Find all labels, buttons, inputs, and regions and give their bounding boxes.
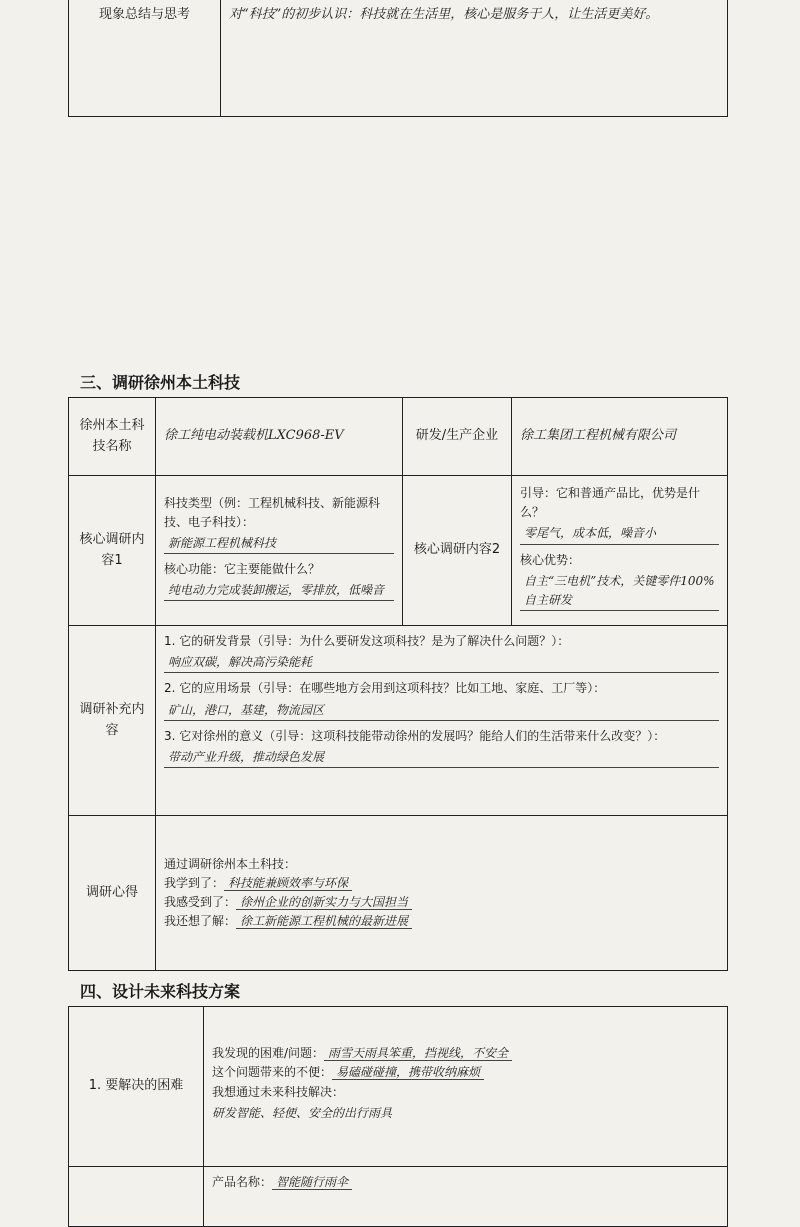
section4-table bbox=[68, 1006, 728, 1227]
core2-guide-question: 引导：它和普通产品比，优势是什么？ bbox=[520, 485, 701, 520]
name-label: 徐州本土科技名称 bbox=[69, 398, 156, 476]
found-question: 我发现的困难/问题： bbox=[212, 1046, 325, 1061]
core1-type-answer: 新能源工程机械科技 bbox=[164, 534, 394, 554]
product-answer: 智能随行雨伞 bbox=[272, 1175, 352, 1190]
supplement-a2: 矿山，港口，基建，物流园区 bbox=[164, 701, 719, 721]
top-summary-table bbox=[68, 0, 728, 117]
name-value: 徐工纯电动装载机LXC968-EV bbox=[164, 428, 344, 444]
section4-heading: 四、设计未来科技方案 bbox=[80, 982, 241, 1001]
inconvenience-question: 这个问题带来的不便： bbox=[212, 1065, 333, 1080]
core1-type-question: 科技类型（例：工程机械科技、新能源科技、电子科技）： bbox=[164, 495, 381, 529]
inconvenience-answer: 易磕碰碰撞，携带收纳麻烦 bbox=[332, 1065, 484, 1080]
top-summary-answer: 对“科技”的初步认识：科技就在生活里，核心是服务于人，让生活更美好。 bbox=[229, 7, 659, 22]
found-answer: 雨雪天雨具笨重，挡视线，不安全 bbox=[324, 1046, 512, 1061]
core2-label: 核心调研内容2 bbox=[403, 476, 512, 626]
worksheet-page bbox=[68, 0, 728, 1227]
company-label: 研发/生产企业 bbox=[403, 398, 512, 476]
core1-function-question: 核心功能：它主要能做什么？ bbox=[164, 562, 321, 577]
problem-label: 1. 要解决的困难 bbox=[69, 1007, 204, 1167]
core1-function-answer: 纯电动力完成装卸搬运，零排放，低噪音 bbox=[164, 581, 394, 601]
want-answer: 徐工新能源工程机械的最新进展 bbox=[236, 914, 412, 929]
solve-answer: 研发智能、轻便、安全的出行雨具 bbox=[212, 1105, 393, 1120]
supplement-label: 调研补充内容 bbox=[69, 626, 156, 816]
product-question: 产品名称： bbox=[212, 1175, 273, 1189]
supplement-a1: 响应双碳，解决高污染能耗 bbox=[164, 653, 719, 673]
core1-label: 核心调研内容1 bbox=[69, 476, 156, 626]
supplement-q2: 2. 它的应用场景（引导：在哪些地方会用到这项科技？比如工地、家庭、工厂等）： bbox=[164, 681, 606, 696]
supplement-q3: 3. 它对徐州的意义（引导：这项科技能带动徐州的发展吗？能给人们的生活带来什么改变？）： bbox=[164, 728, 666, 743]
supplement-q1: 1. 它的研发背景（引导：为什么要研发这项科技？是为了解决什么问题？）： bbox=[164, 634, 570, 648]
section3-heading: 三、调研徐州本土科技 bbox=[80, 373, 241, 392]
felt-question: 我感受到了： bbox=[164, 895, 237, 909]
supplement-a3: 带动产业升级，推动绿色发展 bbox=[164, 748, 719, 768]
solve-question: 我想通过未来科技解决： bbox=[212, 1084, 345, 1099]
want-question: 我还想了解： bbox=[164, 914, 237, 929]
learned-question: 我学到了： bbox=[164, 875, 225, 890]
reflection-label: 调研心得 bbox=[69, 816, 156, 971]
section3-table bbox=[68, 397, 728, 971]
core2-advantage-answer: 自主“三电机”技术，关键零件100%自主研发 bbox=[520, 572, 719, 611]
company-value: 徐工集团工程机械有限公司 bbox=[520, 428, 677, 444]
core2-guide-answer: 零尾气，成本低，噪音小 bbox=[520, 524, 719, 544]
product-label-cell bbox=[69, 1167, 204, 1227]
top-summary-label: 现象总结与思考 bbox=[69, 0, 221, 117]
core2-advantage-question: 核心优势： bbox=[520, 552, 581, 567]
felt-answer: 徐州企业的创新实力与大国担当 bbox=[236, 895, 412, 910]
learned-answer: 科技能兼顾效率与环保 bbox=[224, 876, 352, 891]
reflection-intro: 通过调研徐州本土科技： bbox=[164, 856, 297, 871]
